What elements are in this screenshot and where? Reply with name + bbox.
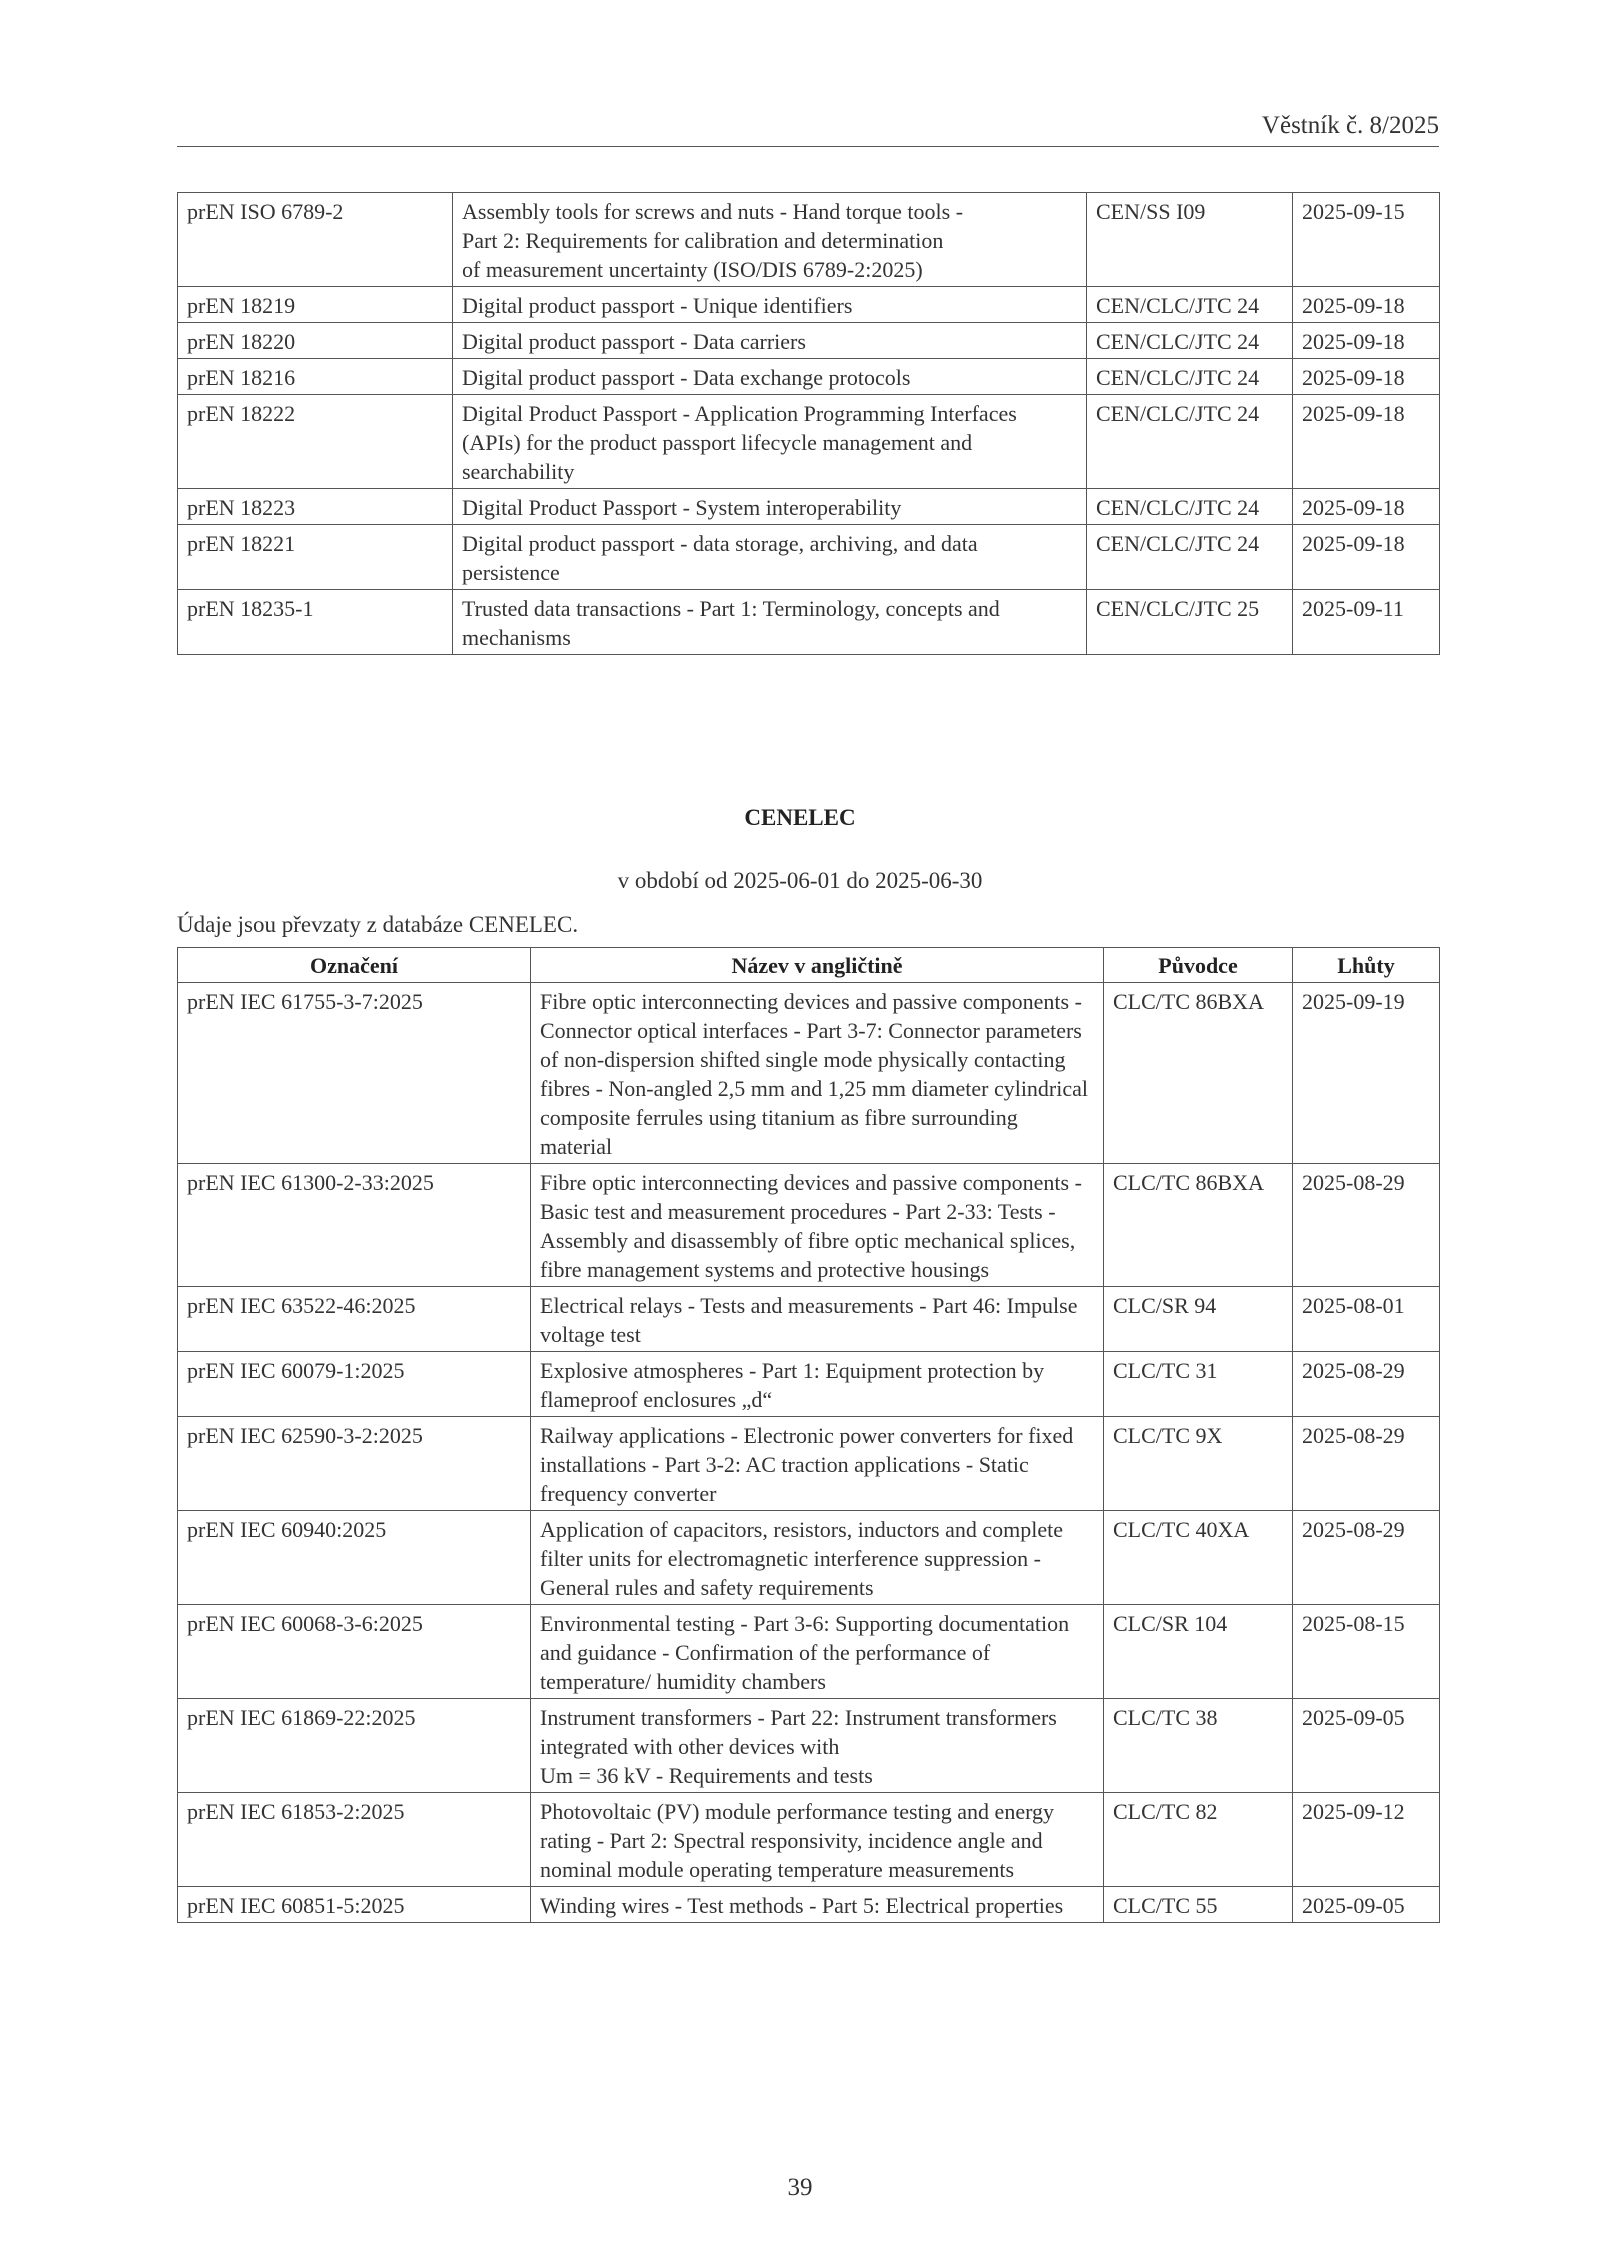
standard-title-cell: Winding wires - Test methods - Part 5: Electrical properties <box>531 1887 1104 1923</box>
deadline-cell: 2025-08-29 <box>1293 1164 1440 1287</box>
standard-title-cell: Explosive atmospheres - Part 1: Equipment protection by flameproof enclosures „d“ <box>531 1352 1104 1417</box>
origin-cell: CLC/TC 86BXA <box>1104 1164 1293 1287</box>
table-row <box>178 489 1440 525</box>
deadline-cell: 2025-09-18 <box>1293 489 1440 525</box>
table-row <box>178 395 1440 489</box>
deadline-cell: 2025-08-29 <box>1293 1417 1440 1511</box>
standard-title-cell: Environmental testing - Part 3-6: Supporting documentation and guidance - Confirmation of the performance of temperature/ humidity chambers <box>531 1605 1104 1699</box>
table-row <box>178 1793 1440 1887</box>
standard-code-cell: prEN IEC 60851-5:2025 <box>178 1887 531 1923</box>
standard-title-cell: Digital product passport - Data carriers <box>453 323 1087 359</box>
deadline-cell: 2025-09-18 <box>1293 287 1440 323</box>
deadline-cell: 2025-08-29 <box>1293 1511 1440 1605</box>
standard-code-cell: prEN 18223 <box>178 489 453 525</box>
column-header-code: Označení <box>178 948 531 983</box>
standard-title-cell: Fibre optic interconnecting devices and passive components - Connector optical interfaces - Part 3-7: Connector parameters of non-dispersion shifted single mode physically contacting fibres - Non-angled 2,5 mm and 1,25 mm diameter cylindrical composite ferrules using titanium as fibre surrounding material <box>531 983 1104 1164</box>
deadline-cell: 2025-09-11 <box>1293 590 1440 655</box>
table-row <box>178 1352 1440 1417</box>
origin-cell: CEN/CLC/JTC 24 <box>1087 489 1293 525</box>
standard-title-cell: Application of capacitors, resistors, inductors and complete filter units for electromagnetic interference suppression - General rules and safety requirements <box>531 1511 1104 1605</box>
table-row <box>178 525 1440 590</box>
column-header-deadline: Lhůty <box>1293 948 1440 983</box>
period-text: v období od 2025-06-01 do 2025-06-30 <box>617 868 983 893</box>
table-row <box>178 590 1440 655</box>
standard-code-cell: prEN 18221 <box>178 525 453 590</box>
origin-cell: CLC/TC 40XA <box>1104 1511 1293 1605</box>
standard-code-cell: prEN 18235-1 <box>178 590 453 655</box>
origin-cell: CEN/CLC/JTC 25 <box>1087 590 1293 655</box>
deadline-cell: 2025-08-29 <box>1293 1352 1440 1417</box>
origin-cell: CLC/TC 86BXA <box>1104 983 1293 1164</box>
standard-title-cell: Digital product passport - Unique identifiers <box>453 287 1087 323</box>
section-title: CENELEC <box>744 805 856 830</box>
table-row <box>178 983 1440 1164</box>
deadline-cell: 2025-09-05 <box>1293 1699 1440 1793</box>
origin-cell: CLC/TC 9X <box>1104 1417 1293 1511</box>
table-row <box>178 1164 1440 1287</box>
deadline-cell: 2025-09-15 <box>1293 193 1440 287</box>
header-rule <box>177 146 1439 147</box>
origin-cell: CLC/TC 31 <box>1104 1352 1293 1417</box>
standard-code-cell: prEN IEC 61755-3-7:2025 <box>178 983 531 1164</box>
table-row <box>178 1605 1440 1699</box>
origin-cell: CLC/SR 104 <box>1104 1605 1293 1699</box>
column-header-origin: Původce <box>1104 948 1293 983</box>
standard-code-cell: prEN 18216 <box>178 359 453 395</box>
table-row <box>178 359 1440 395</box>
origin-cell: CLC/TC 55 <box>1104 1887 1293 1923</box>
origin-cell: CEN/CLC/JTC 24 <box>1087 525 1293 590</box>
cenelec-standards-table <box>177 947 1440 1923</box>
cenelec-table-body <box>178 983 1440 1923</box>
deadline-cell: 2025-08-15 <box>1293 1605 1440 1699</box>
standard-code-cell: prEN ISO 6789-2 <box>178 193 453 287</box>
origin-cell: CEN/CLC/JTC 24 <box>1087 395 1293 489</box>
standard-code-cell: prEN IEC 63522-46:2025 <box>178 1287 531 1352</box>
table-row <box>178 287 1440 323</box>
standard-code-cell: prEN IEC 62590-3-2:2025 <box>178 1417 531 1511</box>
standard-title-cell: Instrument transformers - Part 22: Instrument transformers integrated with other devices with Um = 36 kV - Requirements and tests <box>531 1699 1104 1793</box>
cen-table-body <box>178 193 1440 655</box>
standard-title-cell: Digital Product Passport - Application Programming Interfaces (APIs) for the product passport lifecycle management and searchability <box>453 395 1087 489</box>
standard-code-cell: prEN IEC 61853-2:2025 <box>178 1793 531 1887</box>
standard-title-cell: Assembly tools for screws and nuts - Hand torque tools - Part 2: Requirements for calibration and determination of measurement uncertainty (ISO/DIS 6789-2:2025) <box>453 193 1087 287</box>
origin-cell: CEN/SS I09 <box>1087 193 1293 287</box>
deadline-cell: 2025-09-18 <box>1293 323 1440 359</box>
deadline-cell: 2025-08-01 <box>1293 1287 1440 1352</box>
source-note: Údaje jsou převzaty z databáze CENELEC. <box>177 912 579 937</box>
table-row <box>178 323 1440 359</box>
standard-code-cell: prEN 18219 <box>178 287 453 323</box>
standard-code-cell: prEN IEC 61300-2-33:2025 <box>178 1164 531 1287</box>
table-row <box>178 1511 1440 1605</box>
origin-cell: CLC/TC 82 <box>1104 1793 1293 1887</box>
standard-code-cell: prEN IEC 60940:2025 <box>178 1511 531 1605</box>
standard-title-cell: Railway applications - Electronic power converters for fixed installations - Part 3-2: AC traction applications - Static frequency converter <box>531 1417 1104 1511</box>
table-row <box>178 1887 1440 1923</box>
table-header-row <box>178 948 1440 983</box>
origin-cell: CLC/TC 38 <box>1104 1699 1293 1793</box>
deadline-cell: 2025-09-18 <box>1293 525 1440 590</box>
standard-code-cell: prEN IEC 60068-3-6:2025 <box>178 1605 531 1699</box>
column-header-name: Název v angličtině <box>531 948 1104 983</box>
standard-title-cell: Digital Product Passport - System interoperability <box>453 489 1087 525</box>
standard-code-cell: prEN IEC 61869-22:2025 <box>178 1699 531 1793</box>
table-row <box>178 1417 1440 1511</box>
standard-code-cell: prEN IEC 60079-1:2025 <box>178 1352 531 1417</box>
standard-title-cell: Digital product passport - Data exchange protocols <box>453 359 1087 395</box>
origin-cell: CEN/CLC/JTC 24 <box>1087 287 1293 323</box>
origin-cell: CLC/SR 94 <box>1104 1287 1293 1352</box>
deadline-cell: 2025-09-05 <box>1293 1887 1440 1923</box>
standard-title-cell: Fibre optic interconnecting devices and passive components - Basic test and measurement procedures - Part 2-33: Tests - Assembly and disassembly of fibre optic mechanical splices, fibre management systems and protective housings <box>531 1164 1104 1287</box>
page-number: 39 <box>787 2174 813 2201</box>
table-row <box>178 1699 1440 1793</box>
standard-code-cell: prEN 18220 <box>178 323 453 359</box>
deadline-cell: 2025-09-18 <box>1293 395 1440 489</box>
deadline-cell: 2025-09-19 <box>1293 983 1440 1164</box>
standard-title-cell: Trusted data transactions - Part 1: Terminology, concepts and mechanisms <box>453 590 1087 655</box>
origin-cell: CEN/CLC/JTC 24 <box>1087 323 1293 359</box>
standard-title-cell: Electrical relays - Tests and measurements - Part 46: Impulse voltage test <box>531 1287 1104 1352</box>
standard-code-cell: prEN 18222 <box>178 395 453 489</box>
journal-header: Věstník č. 8/2025 <box>1261 112 1439 139</box>
origin-cell: CEN/CLC/JTC 24 <box>1087 359 1293 395</box>
deadline-cell: 2025-09-18 <box>1293 359 1440 395</box>
standard-title-cell: Digital product passport - data storage, archiving, and data persistence <box>453 525 1087 590</box>
table-row <box>178 193 1440 287</box>
cen-standards-table-continued <box>177 192 1440 655</box>
standard-title-cell: Photovoltaic (PV) module performance testing and energy rating - Part 2: Spectral responsivity, incidence angle and nominal module operating temperature measurements <box>531 1793 1104 1887</box>
table-row <box>178 1287 1440 1352</box>
deadline-cell: 2025-09-12 <box>1293 1793 1440 1887</box>
